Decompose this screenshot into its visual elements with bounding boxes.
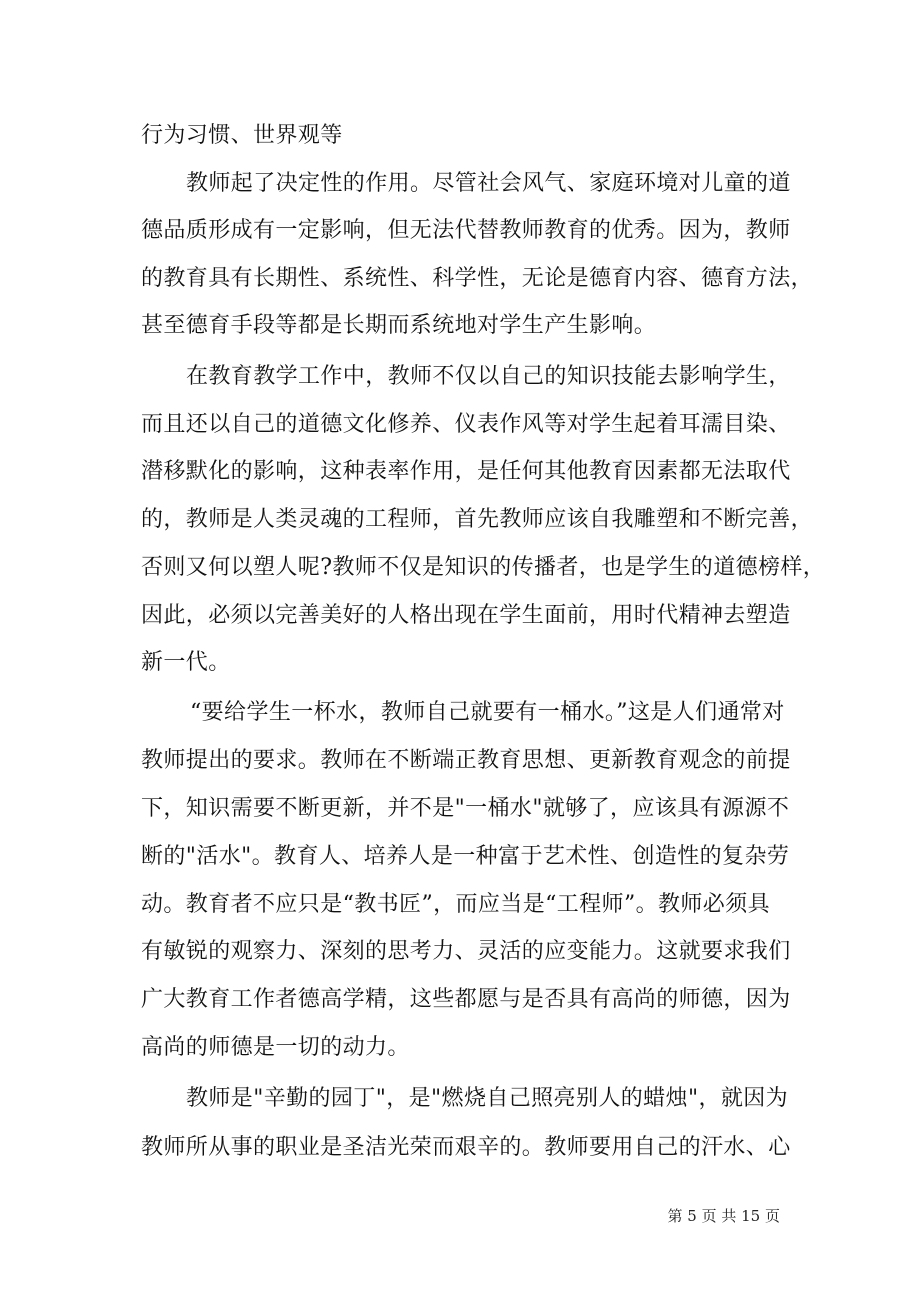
text-line: 而且还以自己的道德文化修养、仪表作风等对学生起着耳濡目染、 xyxy=(141,412,791,437)
paragraph-start-line: 在教育教学工作中，教师不仅以自己的知识技能去影响学生， xyxy=(186,364,791,389)
text-line: 潜移默化的影响，这种表率作用，是任何其他教育因素都无法取代 xyxy=(141,459,791,484)
text-line: 行为习惯、世界观等 xyxy=(141,123,343,148)
text-line: 否则又何以塑人呢?教师不仅是知识的传播者，也是学生的道德榜样， xyxy=(141,555,826,580)
text-line: 的教育具有长期性、系统性、科学性，无论是德育内容、德育方法， xyxy=(141,266,814,291)
text-line: 高尚的师德是一切的动力。 xyxy=(141,1035,410,1060)
text-line: 甚至德育手段等都是长期而系统地对学生产生影响。 xyxy=(141,313,657,338)
text-line: 有敏锐的观察力、深刻的思考力、灵活的应变能力。这就要求我们 xyxy=(141,939,791,964)
text-line: 德品质形成有一定影响，但无法代替教师教育的优秀。因为，教师 xyxy=(141,218,791,243)
page-number-footer: 第 5 页 共 15 页 xyxy=(667,1207,780,1225)
text-line: 的，教师是人类灵魂的工程师，首先教师应该自我雕塑和不断完善， xyxy=(141,507,814,532)
text-line: 新一代。 xyxy=(141,650,231,675)
text-line: 因此，必须以完善美好的人格出现在学生面前，用时代精神去塑造 xyxy=(141,603,791,628)
text-line: 断的"活水"。教育人、培养人是一种富于艺术性、创造性的复杂劳 xyxy=(141,844,790,869)
text-line: 广大教育工作者德高学精，这些都愿与是否具有高尚的师德，因为 xyxy=(141,987,791,1012)
text-line: 教师所从事的职业是圣洁光荣而艰辛的。教师要用自己的汗水、心 xyxy=(141,1135,791,1160)
paragraph-start-line: “要给学生一杯水，教师自己就要有一桶水。”这是人们通常对 xyxy=(190,700,785,725)
text-line: 动。教育者不应只是“教书匠”，而应当是“工程师”。教师必须具 xyxy=(141,892,770,917)
paragraph-start-line: 教师是"辛勤的园丁"，是"燃烧自己照亮别人的蜡烛"，就因为 xyxy=(186,1086,789,1111)
paragraph-start-line: 教师起了决定性的作用。尽管社会风气、家庭环境对儿童的道 xyxy=(186,171,791,196)
text-line: 下，知识需要不断更新，并不是"一桶水"就够了，应该具有源源不 xyxy=(141,796,790,821)
text-line: 教师提出的要求。教师在不断端正教育思想、更新教育观念的前提 xyxy=(141,748,791,773)
